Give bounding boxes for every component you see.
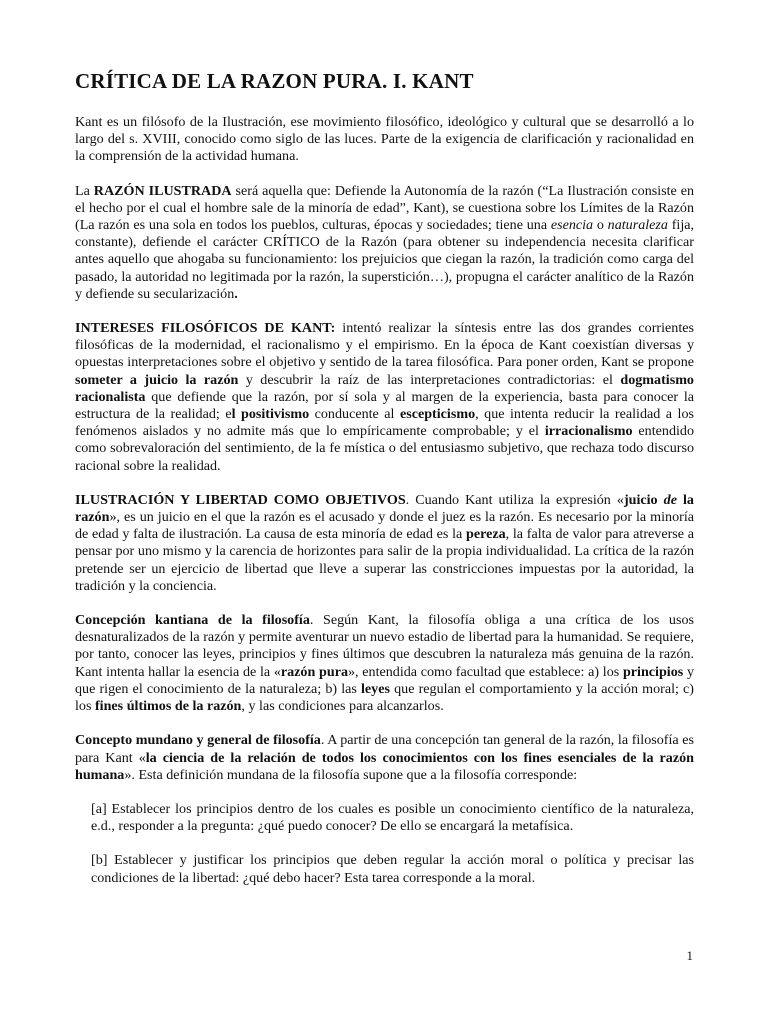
text-run: . Según Kant, la filosofía obliga a una crítica de los usos desnaturalizados de la razón y permite aventurar un nuevo estadio de libertad para la humanidad. Se requiere, por tanto, conocer las leyes, principios y fines últimos que descubren la naturaleza más genuina de la razón. Kant intenta hallar la esencia de la «: [75, 612, 694, 680]
concepto-mundano-paragraph: [75, 732, 694, 784]
italic-term: naturaleza: [607, 217, 668, 234]
bold-term: leyes: [361, 680, 390, 697]
text-run: o: [593, 217, 608, 234]
text-run: y que rigen el conocimiento de la naturaleza; b) las: [75, 663, 694, 697]
bold-term: irracionalismo: [544, 423, 633, 440]
text-run: . Cuando Kant utiliza la expresión «: [405, 491, 624, 508]
razon-ilustrada-paragraph: [75, 183, 694, 303]
bold-term: pereza: [466, 526, 506, 543]
text-run: entendido como sobrevaloración del sentimiento, de la fe mística o del entusiasmo subjetivo, que rechaza todo discurso racional sobre la realidad.: [75, 423, 694, 474]
bold-term: juicio: [623, 491, 664, 508]
list-item-b: [b] Establecer y justificar los principios que deben regular la acción moral o política y precisar las condiciones de la libertad: ¿qué debo hacer? Esta tarea corresponde a la moral.: [91, 852, 694, 886]
text-run: y descubrir la raíz de las interpretaciones contradictorias: el: [238, 371, 621, 388]
bold-term: la razón: [75, 491, 694, 526]
bold-term: escepticismo: [399, 406, 476, 423]
text-run: », entendida como facultad que establece: a) los: [348, 663, 623, 680]
text-run: , la falta de valor para atreverse a pensar por uno mismo y la carencia de horizontes para salir de la propia individualidad. La crítica de la razón pretende ser un ejercicio de libertad que lleve a superar las constricciones impuestas por la autoridad, la tradición y la conciencia.: [75, 526, 694, 594]
bold-term: principios: [622, 663, 684, 680]
text-run: . A partir de una concepción tan general de la razón, la filosofía es para Kant «: [75, 732, 694, 766]
document-body: [75, 68, 694, 904]
bold-term: la ciencia de la relación de todos los conocimientos con los fines esenciales de la razón humana: [75, 749, 694, 783]
bold-italic-term: [664, 492, 677, 508]
bold-term: dogmatismo racionalista: [75, 371, 694, 405]
intro-paragraph: [75, 114, 694, 166]
section-heading: ILUSTRACIÓN Y LIBERTAD COMO OBJETIVOS: [75, 491, 406, 508]
bold-term: someter a juicio la razón: [75, 371, 239, 388]
text-run: será aquella que: Defiende la Autonomía de la razón (“La Ilustración consiste en el hecho por el cual el hombre sale de la minoría de edad”, Kant), se cuestiona sobre los Límites de la Razón (La razón es una sola en todos los pueblos, culturas, épocas y sociedades; tiene una: [75, 182, 695, 234]
intereses-paragraph: [75, 320, 694, 475]
intro-text: Kant es un filósofo de la Ilustración, ese movimiento filosófico, ideológico y cultural que se desarrolló a lo largo del s. XVIII, conocido como siglo de las luces. Parte de la exigencia de clarificación y racionalidad en la comprensión de la actividad humana.: [75, 114, 694, 165]
italic-term: esencia: [550, 217, 594, 234]
text-run: que defiende que la razón, por sí sola y al margen de la experiencia, basta para conocer la estructura de la realidad; e: [75, 388, 694, 423]
text-run: », es un juicio en el que la razón es el acusado y donde el juez es la razón. Es necesario por la minoría de edad y falta de ilustración. La causa de esta minoría de edad es la: [75, 509, 694, 543]
text-run: , que intenta reducir la realidad a los fenómenos aislados y no admite más que lo empíricamente comprobable; y el: [75, 406, 694, 440]
concepcion-paragraph: [75, 612, 694, 715]
text-run: que regulan el comportamiento y la acción moral; c) los: [75, 680, 694, 715]
text-run: conducente al: [309, 406, 400, 423]
list-item-a: [a] Establecer los principios dentro de los cuales es posible un conocimiento científico de la naturaleza, e.d., responder a la pregunta: ¿qué puedo conocer? De ello se encargará la metafísica.: [91, 800, 694, 835]
ilustracion-paragraph: [75, 492, 694, 595]
bold-term: fines últimos de la razón: [94, 698, 242, 715]
bold-term: RAZÓN ILUSTRADA: [93, 182, 232, 199]
text-run: La: [75, 182, 94, 199]
text-run: intentó realizar la síntesis entre las dos grandes corrientes filosóficas de la modernidad, el racionalismo y el empirismo. En la época de Kant coexistían diversas y opuestas interpretaciones sobre el objetivo y sentido de la tarea filosófica. Para poner orden, Kant se propone: [75, 320, 694, 371]
text-run: , y las condiciones para alcanzarlos.: [241, 698, 444, 715]
bold-term: l positivismo: [231, 406, 310, 423]
section-heading: INTERESES FILOSÓFICOS DE KANT:: [75, 320, 336, 337]
text-run: fija, constante), defiende el carácter CRÍTICO de la Razón (para obtener su independencia necesita clarificar antes aquello que ahogaba su funcionamiento: los prejuicios que ciegan la razón, la tradición como carga del pasado, la autoridad no legitimada por la razón, la superstición…), propugna el carácter analítico de la Razón y defiende su secularización: [75, 217, 695, 302]
bold-term: razón pura: [280, 663, 348, 680]
page-number: 1: [686, 948, 693, 963]
section-heading: Concepto mundano y general de filosofía: [75, 732, 321, 749]
text-run: ». Esta definición mundana de la filosofía supone que a la filosofía corresponde:: [124, 766, 578, 783]
page-title: CRÍTICA DE LA RAZON PURA. I. KANT: [75, 69, 474, 93]
section-heading: Concepción kantiana de la filosofía: [75, 612, 310, 629]
italic-term: de: [663, 491, 677, 508]
bold-term: .: [234, 285, 238, 302]
